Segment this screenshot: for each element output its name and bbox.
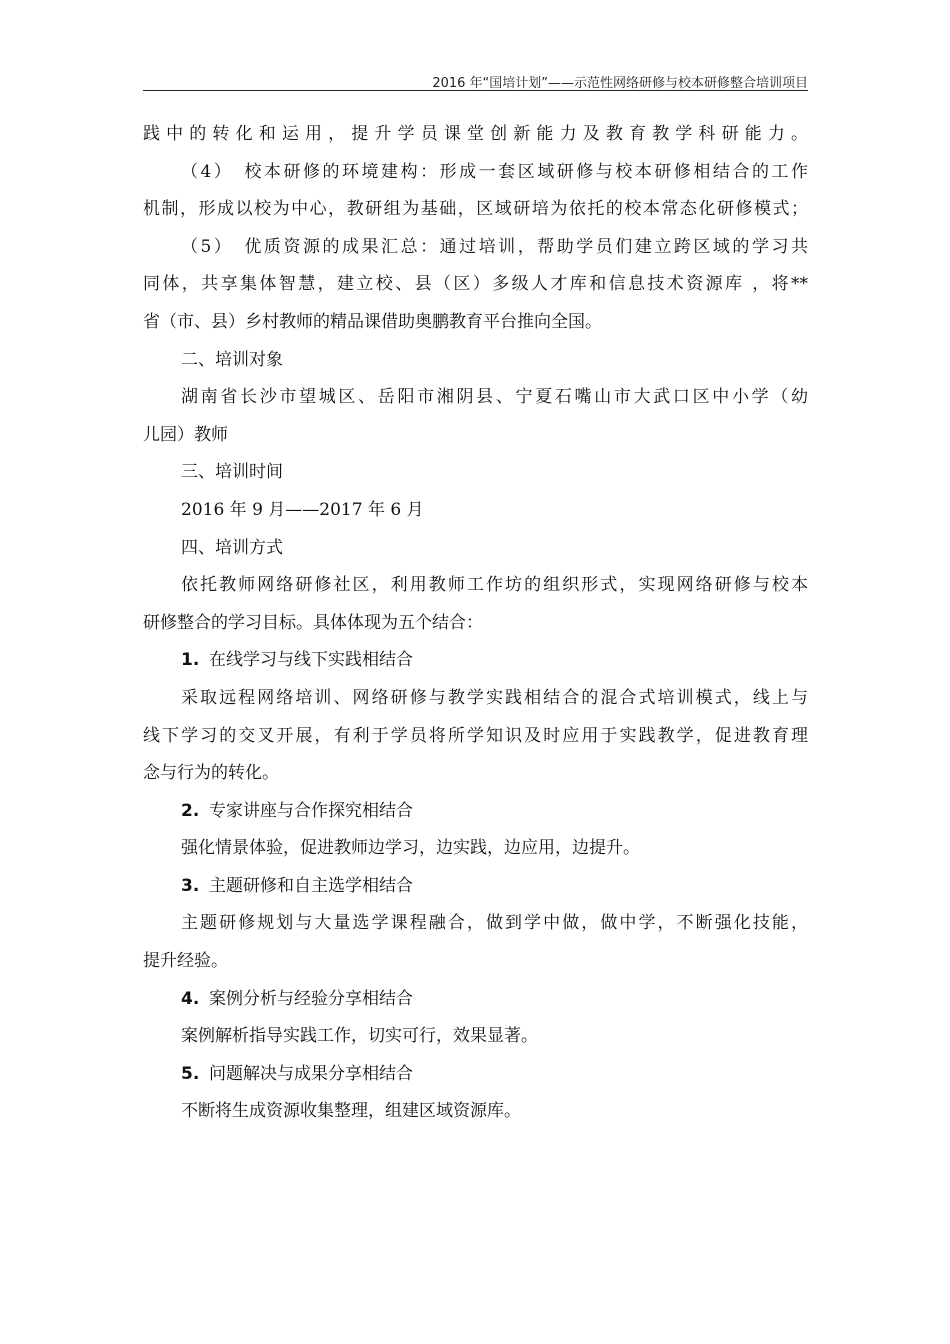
list-item-heading bbox=[143, 1056, 808, 1094]
paragraph-line: 案例解析指导实践工作，切实可行，效果显著。 bbox=[181, 1026, 538, 1047]
list-item-heading bbox=[143, 981, 808, 1019]
header-divider bbox=[143, 90, 808, 91]
list-item-number: 5. bbox=[181, 1063, 200, 1084]
paragraph-line: 念与行为的转化。 bbox=[143, 763, 279, 784]
training-period: 2016 年 9 月——2017 年 6 月 bbox=[181, 499, 424, 520]
paragraph-line: （5） 优质资源的成果汇总：通过培训，帮助学员们建立跨区域的学习共 bbox=[181, 236, 808, 257]
list-item-title: 案例分析与经验分享相结合 bbox=[209, 988, 413, 1009]
paragraph-line: 线下学习的交叉开展，有利于学员将所学知识及时应用于实践教学，促进教育理 bbox=[143, 725, 808, 746]
section-heading-method: 四、培训方式 bbox=[181, 537, 283, 558]
header-title: 2016 年“国培计划”——示范性网络研修与校本研修整合培训项目 bbox=[432, 76, 808, 91]
section-heading-target: 二、培训对象 bbox=[181, 349, 283, 370]
paragraph-line: （4） 校本研修的环境建构：形成一套区域研修与校本研修相结合的工作 bbox=[181, 161, 808, 182]
list-item-title: 专家讲座与合作探究相结合 bbox=[209, 800, 413, 821]
paragraph-line: 省（市、县）乡村教师的精品课借助奥鹏教育平台推向全国。 bbox=[143, 311, 602, 332]
paragraph-line: 践中的转化和运用，提升学员课堂创新能力及教育教学科研能力。 bbox=[143, 124, 808, 144]
list-item-number: 2. bbox=[181, 800, 200, 821]
list-item-heading bbox=[143, 868, 808, 906]
paragraph-line: 不断将生成资源收集整理，组建区域资源库。 bbox=[181, 1101, 521, 1122]
paragraph-line: 机制，形成以校为中心，教研组为基础，区域研培为依托的校本常态化研修模式； bbox=[143, 199, 808, 220]
list-item-heading bbox=[143, 642, 808, 680]
list-item-number: 3. bbox=[181, 875, 200, 896]
list-item-title: 问题解决与成果分享相结合 bbox=[209, 1063, 413, 1084]
paragraph-line: 儿园）教师 bbox=[143, 424, 228, 445]
document-body bbox=[143, 116, 808, 1131]
list-item-heading bbox=[143, 793, 808, 831]
list-item-title: 在线学习与线下实践相结合 bbox=[209, 650, 413, 671]
paragraph-line: 同体，共享集体智慧，建立校、县（区）多级人才库和信息技术资源库 ，将** bbox=[143, 274, 808, 295]
page-header bbox=[143, 72, 808, 92]
list-item-title: 主题研修和自主选学相结合 bbox=[209, 875, 413, 896]
section-heading-time: 三、培训时间 bbox=[181, 462, 283, 483]
paragraph-line: 研修整合的学习目标。具体体现为五个结合： bbox=[143, 612, 483, 633]
paragraph-line: 依托教师网络研修社区，利用教师工作坊的组织形式，实现网络研修与校本 bbox=[181, 575, 808, 596]
paragraph-line: 强化情景体验，促进教师边学习，边实践，边应用，边提升。 bbox=[181, 838, 640, 859]
paragraph-line: 提升经验。 bbox=[143, 951, 228, 972]
paragraph-line: 湖南省长沙市望城区、岳阳市湘阴县、宁夏石嘴山市大武口区中小学（幼 bbox=[181, 387, 808, 408]
paragraph-line: 主题研修规划与大量选学课程融合，做到学中做，做中学，不断强化技能， bbox=[181, 913, 808, 934]
list-item-number: 1. bbox=[181, 650, 200, 671]
list-item-number: 4. bbox=[181, 988, 200, 1009]
paragraph-line: 采取远程网络培训、网络研修与教学实践相结合的混合式培训模式，线上与 bbox=[181, 687, 808, 708]
